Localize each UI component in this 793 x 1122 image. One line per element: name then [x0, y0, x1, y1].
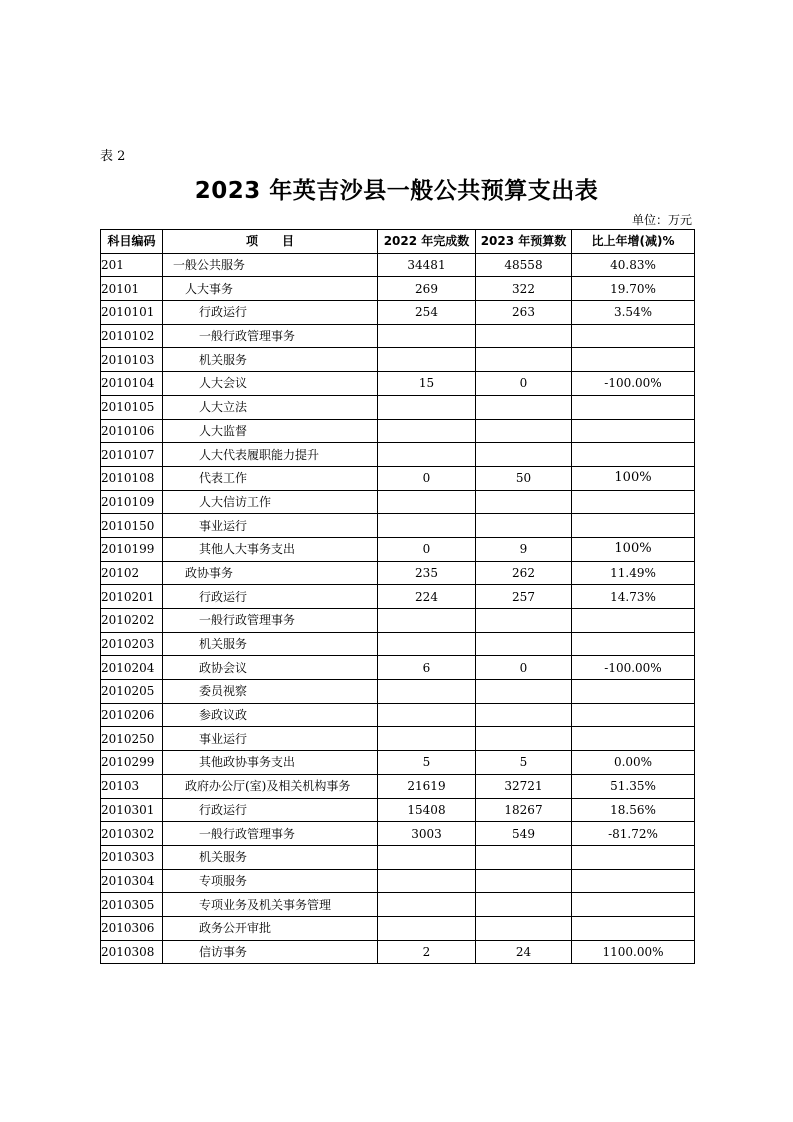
table-row — [101, 727, 695, 751]
cell-item-name: 人大信访工作 — [163, 490, 378, 514]
table-row — [101, 466, 695, 490]
cell-change-pct — [572, 869, 695, 893]
cell-item-name: 委员视察 — [163, 680, 378, 704]
cell-change-pct — [572, 348, 695, 372]
cell-2022-value — [378, 632, 476, 656]
table-row — [101, 609, 695, 633]
cell-2023-value — [476, 395, 572, 419]
cell-item-name: 事业运行 — [163, 514, 378, 538]
budget-table — [100, 229, 695, 964]
cell-item-name: 其他政协事务支出 — [163, 751, 378, 775]
cell-code: 2010203 — [101, 632, 163, 656]
cell-item-name: 行政运行 — [163, 798, 378, 822]
cell-2023-value: 5 — [476, 751, 572, 775]
cell-code: 2010104 — [101, 372, 163, 396]
header-2022: 2022 年完成数 — [378, 230, 476, 254]
cell-item-name: 专项业务及机关事务管理 — [163, 893, 378, 917]
cell-change-pct: 14.73% — [572, 585, 695, 609]
cell-change-pct: 19.70% — [572, 277, 695, 301]
cell-item-name: 一般行政管理事务 — [163, 822, 378, 846]
header-item: 项 目 — [163, 230, 378, 254]
table-row — [101, 324, 695, 348]
cell-2023-value — [476, 632, 572, 656]
cell-code: 2010109 — [101, 490, 163, 514]
cell-change-pct: -100.00% — [572, 372, 695, 396]
cell-2022-value: 0 — [378, 466, 476, 490]
cell-2022-value — [378, 490, 476, 514]
cell-2022-value — [378, 419, 476, 443]
cell-2022-value: 2 — [378, 940, 476, 964]
page-title: 2023 年英吉沙县一般公共预算支出表 — [194, 178, 599, 204]
cell-2022-value — [378, 680, 476, 704]
cell-2022-value — [378, 514, 476, 538]
cell-change-pct — [572, 703, 695, 727]
cell-item-name: 人大监督 — [163, 419, 378, 443]
cell-change-pct: -81.72% — [572, 822, 695, 846]
cell-2022-value: 6 — [378, 656, 476, 680]
cell-change-pct — [572, 632, 695, 656]
table-row — [101, 703, 695, 727]
cell-item-name: 政府办公厅(室)及相关机构事务 — [163, 774, 378, 798]
table-row — [101, 514, 695, 538]
cell-code: 2010302 — [101, 822, 163, 846]
cell-2023-value — [476, 490, 572, 514]
table-row — [101, 490, 695, 514]
cell-2022-value: 5 — [378, 751, 476, 775]
cell-2022-value — [378, 727, 476, 751]
cell-2023-value — [476, 514, 572, 538]
cell-change-pct — [572, 916, 695, 940]
cell-2023-value: 0 — [476, 372, 572, 396]
table-row — [101, 656, 695, 680]
cell-item-name: 行政运行 — [163, 301, 378, 325]
table-row — [101, 774, 695, 798]
cell-change-pct — [572, 395, 695, 419]
cell-item-name: 人大立法 — [163, 395, 378, 419]
cell-change-pct — [572, 727, 695, 751]
cell-item-name: 专项服务 — [163, 869, 378, 893]
cell-2022-value — [378, 609, 476, 633]
cell-code: 2010102 — [101, 324, 163, 348]
cell-item-name: 一般公共服务 — [163, 253, 378, 277]
cell-code: 2010199 — [101, 537, 163, 561]
cell-item-name: 一般行政管理事务 — [163, 324, 378, 348]
cell-item-name: 信访事务 — [163, 940, 378, 964]
cell-2023-value — [476, 609, 572, 633]
cell-2022-value: 254 — [378, 301, 476, 325]
cell-2023-value: 257 — [476, 585, 572, 609]
cell-item-name: 人大事务 — [163, 277, 378, 301]
cell-item-name: 人大代表履职能力提升 — [163, 443, 378, 467]
table-row — [101, 395, 695, 419]
cell-2022-value: 3003 — [378, 822, 476, 846]
cell-2023-value — [476, 324, 572, 348]
table-row — [101, 893, 695, 917]
cell-change-pct — [572, 419, 695, 443]
cell-2023-value — [476, 703, 572, 727]
cell-2022-value — [378, 443, 476, 467]
cell-change-pct: 40.83% — [572, 253, 695, 277]
table-header — [101, 230, 695, 254]
cell-change-pct: -100.00% — [572, 656, 695, 680]
cell-code: 2010205 — [101, 680, 163, 704]
cell-2023-value — [476, 845, 572, 869]
table-row — [101, 443, 695, 467]
cell-2022-value: 15408 — [378, 798, 476, 822]
cell-code: 2010303 — [101, 845, 163, 869]
cell-change-pct — [572, 324, 695, 348]
table-row — [101, 680, 695, 704]
cell-change-pct: 3.54% — [572, 301, 695, 325]
table-row — [101, 916, 695, 940]
table-row — [101, 798, 695, 822]
cell-2023-value: 263 — [476, 301, 572, 325]
cell-2023-value: 18267 — [476, 798, 572, 822]
cell-item-name: 参政议政 — [163, 703, 378, 727]
cell-item-name: 行政运行 — [163, 585, 378, 609]
header-change: 比上年增(减)% — [572, 230, 695, 254]
cell-item-name: 代表工作 — [163, 466, 378, 490]
cell-2023-value — [476, 443, 572, 467]
cell-code: 2010150 — [101, 514, 163, 538]
cell-item-name: 一般行政管理事务 — [163, 609, 378, 633]
cell-2022-value: 235 — [378, 561, 476, 585]
table-row — [101, 632, 695, 656]
cell-item-name: 机关服务 — [163, 632, 378, 656]
cell-2023-value: 48558 — [476, 253, 572, 277]
cell-change-pct: 100% — [572, 466, 695, 490]
cell-2022-value: 224 — [378, 585, 476, 609]
cell-2022-value — [378, 324, 476, 348]
cell-code: 2010105 — [101, 395, 163, 419]
cell-change-pct: 51.35% — [572, 774, 695, 798]
cell-code: 20103 — [101, 774, 163, 798]
cell-2022-value: 269 — [378, 277, 476, 301]
cell-2022-value: 0 — [378, 537, 476, 561]
table-row — [101, 301, 695, 325]
cell-2023-value — [476, 893, 572, 917]
cell-code: 2010250 — [101, 727, 163, 751]
table-row — [101, 372, 695, 396]
cell-2023-value — [476, 680, 572, 704]
cell-change-pct — [572, 609, 695, 633]
cell-code: 2010305 — [101, 893, 163, 917]
page-label: 表 2 — [100, 149, 126, 164]
cell-code: 20102 — [101, 561, 163, 585]
cell-item-name: 人大会议 — [163, 372, 378, 396]
cell-2022-value: 34481 — [378, 253, 476, 277]
cell-2023-value: 549 — [476, 822, 572, 846]
cell-change-pct: 1100.00% — [572, 940, 695, 964]
cell-change-pct — [572, 490, 695, 514]
cell-code: 2010308 — [101, 940, 163, 964]
cell-2023-value: 0 — [476, 656, 572, 680]
header-code: 科目编码 — [101, 230, 163, 254]
table-row — [101, 253, 695, 277]
table-row — [101, 537, 695, 561]
cell-code: 2010306 — [101, 916, 163, 940]
cell-item-name: 政协会议 — [163, 656, 378, 680]
cell-change-pct — [572, 845, 695, 869]
cell-code: 2010107 — [101, 443, 163, 467]
cell-2022-value — [378, 869, 476, 893]
cell-2022-value — [378, 703, 476, 727]
cell-code: 20101 — [101, 277, 163, 301]
cell-2023-value: 9 — [476, 537, 572, 561]
table-row — [101, 822, 695, 846]
table-row — [101, 419, 695, 443]
cell-2023-value — [476, 419, 572, 443]
cell-2023-value — [476, 869, 572, 893]
cell-item-name: 政协事务 — [163, 561, 378, 585]
cell-code: 2010202 — [101, 609, 163, 633]
table-row — [101, 869, 695, 893]
cell-2022-value — [378, 893, 476, 917]
cell-2022-value — [378, 348, 476, 372]
cell-change-pct: 0.00% — [572, 751, 695, 775]
cell-code: 2010201 — [101, 585, 163, 609]
cell-2023-value: 262 — [476, 561, 572, 585]
cell-2023-value: 24 — [476, 940, 572, 964]
table-row — [101, 845, 695, 869]
cell-2022-value — [378, 845, 476, 869]
cell-change-pct: 100% — [572, 537, 695, 561]
cell-code: 2010299 — [101, 751, 163, 775]
cell-2023-value — [476, 348, 572, 372]
table-row — [101, 561, 695, 585]
cell-code: 2010103 — [101, 348, 163, 372]
cell-code: 2010206 — [101, 703, 163, 727]
cell-change-pct: 18.56% — [572, 798, 695, 822]
cell-code: 2010106 — [101, 419, 163, 443]
table-body — [101, 253, 695, 964]
cell-item-name: 其他人大事务支出 — [163, 537, 378, 561]
cell-code: 2010301 — [101, 798, 163, 822]
cell-code: 2010304 — [101, 869, 163, 893]
cell-2023-value: 32721 — [476, 774, 572, 798]
cell-2023-value: 50 — [476, 466, 572, 490]
cell-code: 2010108 — [101, 466, 163, 490]
cell-change-pct — [572, 443, 695, 467]
cell-item-name: 事业运行 — [163, 727, 378, 751]
table-row — [101, 751, 695, 775]
cell-2023-value — [476, 916, 572, 940]
cell-item-name: 机关服务 — [163, 845, 378, 869]
header-2023: 2023 年预算数 — [476, 230, 572, 254]
cell-item-name: 政务公开审批 — [163, 916, 378, 940]
table-row — [101, 277, 695, 301]
cell-change-pct — [572, 893, 695, 917]
cell-2022-value: 15 — [378, 372, 476, 396]
cell-2023-value: 322 — [476, 277, 572, 301]
unit-label: 单位：万元 — [631, 213, 692, 227]
table-row — [101, 940, 695, 964]
table-row — [101, 585, 695, 609]
cell-code: 201 — [101, 253, 163, 277]
cell-2023-value — [476, 727, 572, 751]
cell-code: 2010204 — [101, 656, 163, 680]
cell-2022-value — [378, 916, 476, 940]
cell-item-name: 机关服务 — [163, 348, 378, 372]
cell-2022-value — [378, 395, 476, 419]
table-row — [101, 348, 695, 372]
cell-change-pct — [572, 514, 695, 538]
header-row — [101, 230, 695, 254]
cell-code: 2010101 — [101, 301, 163, 325]
cell-change-pct: 11.49% — [572, 561, 695, 585]
cell-2022-value: 21619 — [378, 774, 476, 798]
cell-change-pct — [572, 680, 695, 704]
